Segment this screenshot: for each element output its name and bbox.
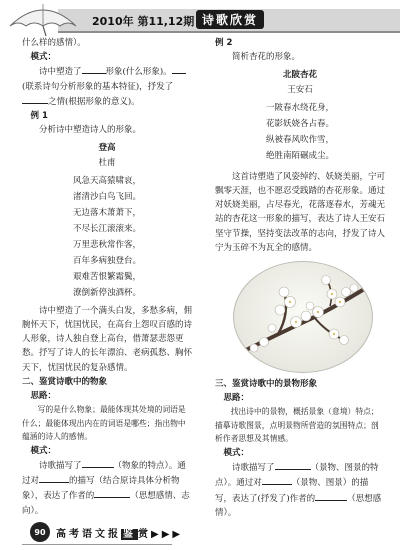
publication-title: [56, 525, 183, 540]
poem-line: 万里悲秋常作客，: [72, 239, 141, 250]
poem-line: 一陂春水绕花身，: [265, 102, 334, 113]
model-label: 模式：: [30, 52, 57, 63]
poem-line: 不尽长江滚滚来。: [72, 223, 141, 234]
poem-author: 王安石: [287, 84, 313, 95]
section-heading: 三、鉴赏诗歌中的景物形象: [215, 379, 318, 390]
fill-blank: [39, 473, 69, 483]
umbrella-icon: [6, 0, 80, 38]
model-text: （景物、图景的特点）。通过对: [215, 463, 379, 489]
poem-title: 北陂杏花: [282, 70, 317, 81]
page-number: 90: [30, 522, 50, 542]
poem-line: 百年多病独登台。: [72, 255, 141, 266]
poem-title: 登高: [98, 143, 116, 154]
poem-line: 渚清沙白鸟飞回。: [72, 191, 141, 202]
section-heading: 二、鉴赏诗歌中的物象: [22, 376, 108, 387]
model-text: 的描写（结合原诗具体分析物象），表达了作者的: [22, 476, 180, 502]
poem-line: 艰难苦恨繁霜鬓，: [72, 271, 141, 282]
model-text: 之情(根据形象的意义)。: [48, 96, 140, 107]
model-text: 诗中塑造了: [39, 67, 82, 78]
thought-label: 思路：: [30, 391, 57, 402]
page-footer: [0, 518, 400, 550]
model-text: 诗歌描写了: [39, 460, 82, 471]
model-text: 形象(什么形象)。: [105, 67, 172, 78]
model-text: （物象的特点）。通过对: [22, 460, 186, 487]
poem-line: 纵被春风吹作雪，: [265, 134, 334, 145]
issue-number: 2010年 第11,12期: [92, 15, 195, 28]
poem-block: [22, 141, 192, 300]
section-title: 诗歌欣赏: [196, 10, 264, 29]
paragraph-continuation: 什么样的感情）。: [22, 38, 86, 48]
publication-highlight: 鉴: [123, 529, 136, 540]
poem-author: 杜甫: [98, 157, 116, 168]
example-label: 例 2: [215, 38, 233, 48]
poem-line: 花影妖娆各占春。: [265, 118, 334, 129]
thought-text: 写的是什么物象；最能体现其处境的词语是什么；最能体现出内在的词语是哪些；指出物中蕴涵的诗人的感情。: [22, 405, 186, 442]
fill-blank: [275, 460, 311, 470]
left-column: [22, 36, 192, 518]
fill-blank: [82, 458, 114, 468]
publication-suffix: 赏▶▶▶: [138, 529, 184, 540]
thought-label: 思路：: [223, 393, 250, 404]
model-template: [215, 460, 385, 520]
model-text: （景物、图景）的描写，表达了(抒发了)作者的: [215, 478, 369, 504]
footer-divider: [22, 544, 172, 545]
fill-blank: [262, 475, 292, 485]
model-text: （思想感情、志向）。: [22, 491, 190, 516]
model-text: 诗歌描写了: [232, 463, 275, 474]
fill-blank: [315, 491, 347, 501]
model-template: [22, 64, 192, 109]
poem-block: [215, 68, 385, 163]
example-question: 简析杏花的形象。: [232, 52, 301, 63]
model-text: (联系诗句分析形象的基本特征)，抒发了: [22, 81, 174, 92]
right-column: [215, 36, 385, 520]
model-template: [22, 458, 192, 518]
poem-line: 风急天高猿啸哀，: [72, 175, 141, 186]
poem-line: 绝胜南陌碾成尘。: [265, 150, 334, 161]
example-question: 分析诗中塑造诗人的形象。: [39, 125, 142, 136]
analysis-paragraph: 这首诗塑造了风姿绰约、妖娆美丽，宁可飘零天涯，也不愿忍受践踏的杏花形象。通过对妖娆美丽，占尽春光，花落逐春水，芳魂无站的杏花这一形象的描写，表达了诗人王安石坚守节操，坚持变法改革的志向，抒发了诗人宁为玉碎不为瓦全的感情。: [215, 171, 386, 253]
fill-blank: [82, 64, 106, 74]
model-label: 模式：: [30, 445, 57, 456]
fill-blank: [22, 94, 48, 104]
thought-text: 找出诗中的景物，概括景象（意境）特点；描摹诗歌图景，点明景物所营造的氛围特点；剖析作者思想及其情感。: [215, 407, 379, 444]
apricot-blossom-painting: [233, 261, 373, 373]
fill-blank: [94, 488, 130, 498]
model-text: （思想感情）。: [215, 493, 382, 518]
fill-blank: [172, 64, 186, 74]
blossom-branch-image: [234, 262, 372, 372]
analysis-paragraph: 诗中塑造了一个满头白发，多愁多病，佣腕怀天下，忧国忧民，在高台上怨叹百感的诗人形象，诗人独自登上高台，借萧瑟悲怨更愁。抒写了诗人的长年漂泊、老病孤愁、胸怀天下，忧国忧民的复杂感情。: [22, 305, 193, 373]
model-label: 模式：: [223, 447, 250, 458]
page-header: [0, 0, 400, 34]
poem-line: 无边落木萧萧下，: [72, 207, 141, 218]
poem-line: 潦倒新停浊酒杯。: [72, 287, 141, 298]
publication-name: 高考语文报: [56, 529, 121, 540]
example-label: 例 1: [30, 111, 48, 122]
